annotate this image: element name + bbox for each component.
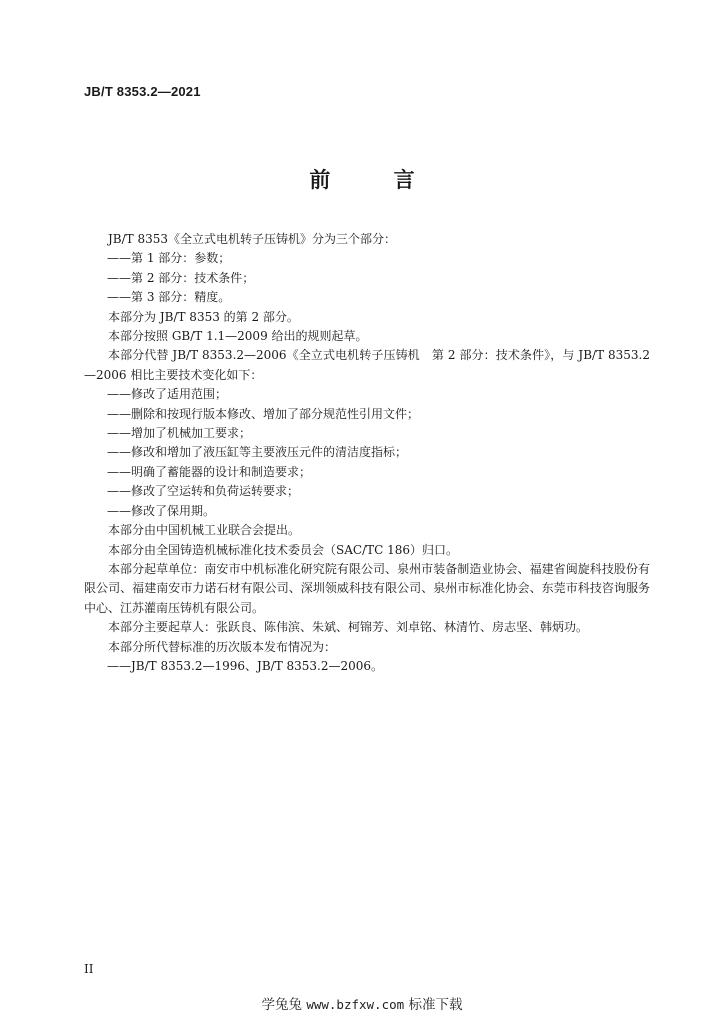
footer-url[interactable]: www.bzfxw.com — [306, 997, 405, 1012]
footer-watermark — [0, 993, 724, 1013]
list-item-change: ——修改和增加了液压缸等主要液压元件的清洁度指标； — [107, 445, 408, 460]
list-item-part-1: ——第 1 部分：参数； — [107, 251, 231, 266]
paragraph-part-statement: 本部分为 JB/T 8353 的第 2 部分。 — [108, 309, 299, 324]
list-item-part-2: ——第 2 部分：技术条件； — [107, 270, 255, 285]
standard-code: JB/T 8353.2—2021 — [84, 84, 201, 99]
list-item-change: ——修改了空运转和负荷运转要求； — [107, 484, 300, 499]
list-item-previous-editions: ——JB/T 8353.2—1996、JB/T 8353.2—2006。 — [107, 658, 384, 673]
footer-tagline: 标准下载 — [408, 997, 463, 1013]
paragraph-proposer: 本部分由中国机械工业联合会提出。 — [108, 523, 301, 538]
list-item-change: ——增加了机械加工要求； — [107, 426, 252, 441]
paragraph-intro: JB/T 8353《全立式电机转子压铸机》分为三个部分： — [108, 232, 397, 246]
paragraph-drafting-units: 本部分起草单位：南安市中机标准化研究院有限公司、泉州市装备制造业协会、福建省闽旋科技股份有限公司、福建南安市力诺石材有限公司、深圳领威科技有限公司、泉州市标准化协会、东莞市科技咨询服务中心、江苏灌南压铸机有限公司。 — [84, 561, 650, 615]
paragraph-drafters: 本部分主要起草人：张跃良、陈伟滨、朱斌、柯锦芳、刘卓铭、林清竹、房志坚、韩炳功。 — [108, 620, 589, 635]
foreword-body — [84, 230, 650, 676]
list-item-change: ——明确了蓄能器的设计和制造要求； — [107, 464, 312, 479]
paragraph-committee: 本部分由全国铸造机械标准化技术委员会（SAC/TC 186）归口。 — [108, 542, 459, 557]
page-number: II — [84, 962, 94, 976]
footer-site-name: 学兔兔 — [261, 997, 303, 1013]
list-item-change: ——修改了适用范围； — [107, 387, 228, 402]
list-item-part-3: ——第 3 部分：精度。 — [107, 290, 231, 305]
paragraph-drafting-rules: 本部分按照 GB/T 1.1—2009 给出的规则起草。 — [108, 329, 368, 344]
paragraph-replacement: 本部分代替 JB/T 8353.2—2006《全立式电机转子压铸机 第 2 部分：技术条件》，与 JB/T 8353.2—2006 相比主要技术变化如下： — [84, 348, 650, 382]
page-title: 前 言 — [309, 168, 443, 192]
list-item-change: ——删除和按现行版本修改、增加了部分规范性引用文件； — [107, 406, 420, 421]
paragraph-history: 本部分所代替标准的历次版本发布情况为： — [108, 639, 337, 654]
list-item-change: ——修改了保用期。 — [107, 503, 216, 518]
